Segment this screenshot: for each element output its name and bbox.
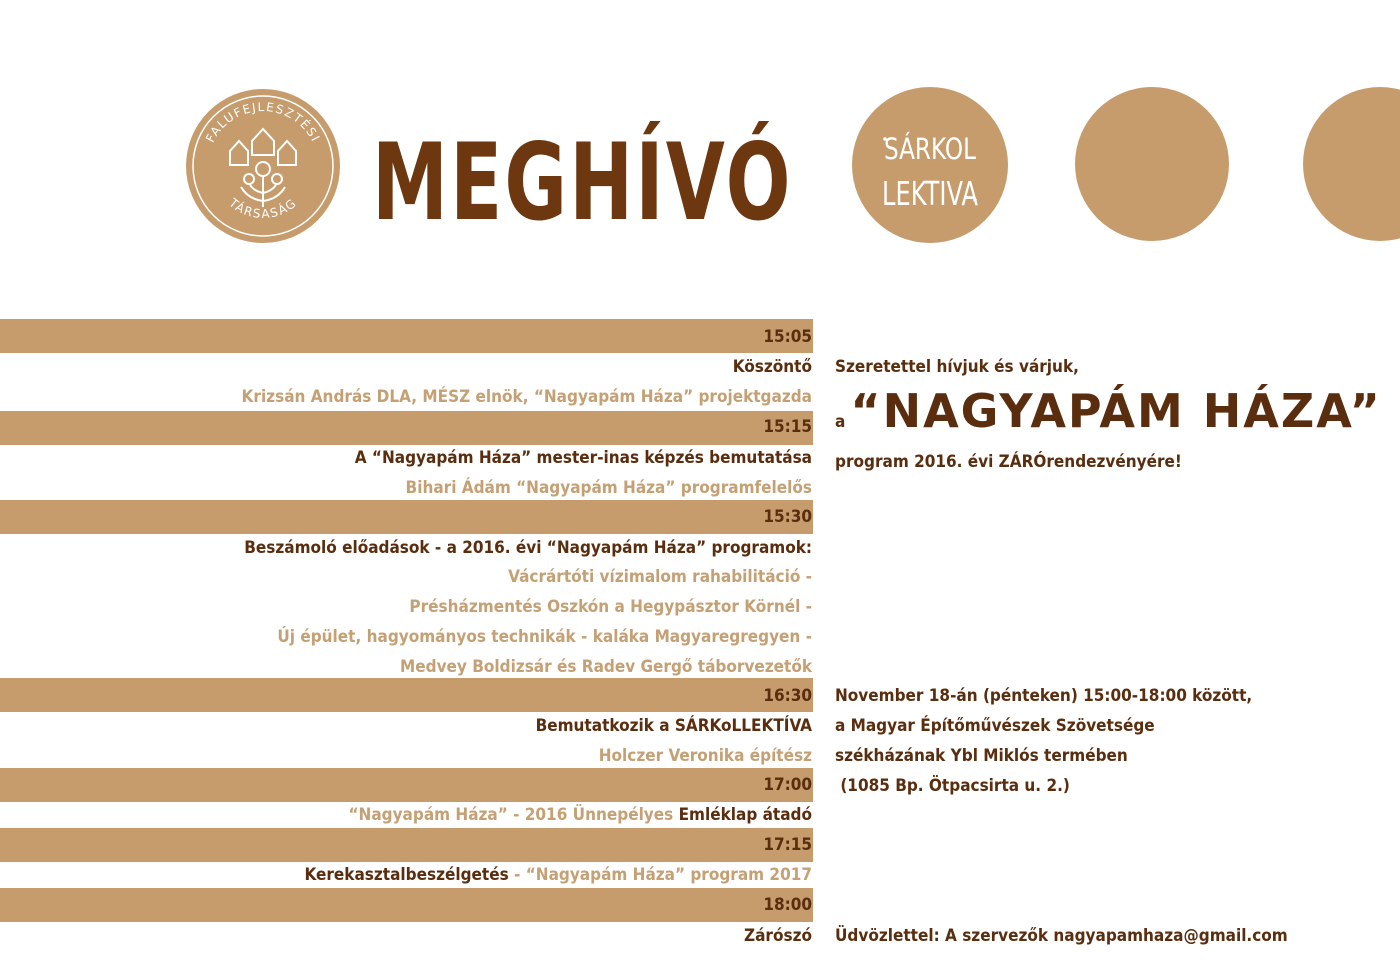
page-title: MEGHÍVÓ [372, 121, 793, 244]
schedule-item-title-part: Emléklap átadó [678, 805, 812, 825]
schedule-time: 15:15 [763, 417, 812, 437]
event-date: November 18-án (pénteken) 15:00-18:00 között, [835, 686, 1253, 706]
event-venue: a Magyar Építőművészek Szövetsége [835, 716, 1155, 736]
schedule-subitem: Új épület, hagyományos technikák - kaláka Magyaregregyen - [277, 627, 812, 647]
schedule-bar [0, 500, 813, 534]
schedule-time: 15:05 [763, 327, 812, 347]
event-address: (1085 Bp. Ötpacsirta u. 2.) [835, 776, 1070, 796]
greeting-text: Üdvözlettel: A szervezők [835, 926, 1049, 946]
schedule-subitem: Medvey Boldizsár és Radev Gergő táborvezetők [400, 657, 812, 677]
program-name-heading [835, 384, 1382, 444]
falufejlesztesi-tarsasag-logo [186, 89, 340, 243]
schedule-subitem: Présházmentés Oszkón a Hegypásztor Körnél - [409, 597, 812, 617]
schedule-time: 17:15 [763, 835, 812, 855]
contact-email-link[interactable]: nagyapamhaza@gmail.com [1053, 926, 1288, 946]
schedule-time: 18:00 [763, 895, 812, 915]
invitation-intro: Szeretettel hívjuk és várjuk, [835, 357, 1079, 377]
logo-seal-icon [186, 89, 340, 243]
schedule-time: 17:00 [763, 775, 812, 795]
svg-text:FALUFEJLESZTÉSI: FALUFEJLESZTÉSI [203, 99, 323, 145]
svg-text:SÁRKOL: SÁRKOL [884, 132, 976, 166]
schedule-bar [0, 888, 813, 922]
sarkollektiva-logo-icon [852, 87, 1008, 243]
schedule-bar [0, 319, 813, 353]
invitation-event: program 2016. évi ZÁRÓrendezvényére! [835, 452, 1182, 472]
program-name-prefix: a [835, 412, 846, 432]
schedule-bar [0, 411, 813, 445]
schedule-item-title [348, 800, 812, 830]
schedule-item-title-part: “Nagyapám Háza” - 2016 Ünnepélyes [348, 805, 674, 825]
schedule-bar [0, 678, 813, 712]
greeting-line [835, 921, 1288, 951]
decorative-circle [1303, 87, 1400, 241]
schedule-item-person: Krizsán András DLA, MÉSZ elnök, “Nagyapám Háza” projektgazda [241, 387, 812, 407]
schedule-item-title: Bemutatkozik a SÁRKoLLEKTÍVA [535, 716, 812, 736]
schedule-item-title: A “Nagyapám Háza” mester-inas képzés bemutatása [354, 448, 812, 468]
schedule-bar [0, 828, 813, 862]
schedule-item-title [304, 860, 812, 890]
schedule-item-title-part: Kerekasztalbeszélgetés [304, 865, 509, 885]
schedule-bar [0, 768, 813, 802]
schedule-item-title-part: - “Nagyapám Háza” program 2017 [514, 865, 812, 885]
event-venue: székházának Ybl Miklós termében [835, 746, 1128, 766]
schedule-time: 15:30 [763, 507, 812, 527]
program-name: “NAGYAPÁM HÁZA” [850, 384, 1382, 438]
schedule-subitem: Vácrártóti vízimalom rahabilitáció - [508, 567, 812, 587]
sarkollektiva-logo [852, 87, 1008, 243]
schedule-time: 16:30 [763, 686, 812, 706]
schedule-item-title: Beszámoló előadások - a 2016. évi “Nagyapám Háza” programok: [244, 538, 812, 558]
schedule-item-title: Köszöntő [732, 357, 812, 377]
decorative-circle [1075, 87, 1229, 241]
schedule-item-person: Bihari Ádám “Nagyapám Háza” programfelelős [405, 478, 812, 498]
schedule-item-title: Zárószó [744, 926, 812, 946]
svg-text:TÁRSASÁG: TÁRSASÁG [226, 195, 300, 222]
svg-text:LEKTIVA: LEKTIVA [882, 174, 979, 213]
schedule-item-person: Holczer Veronika építész [598, 746, 812, 766]
